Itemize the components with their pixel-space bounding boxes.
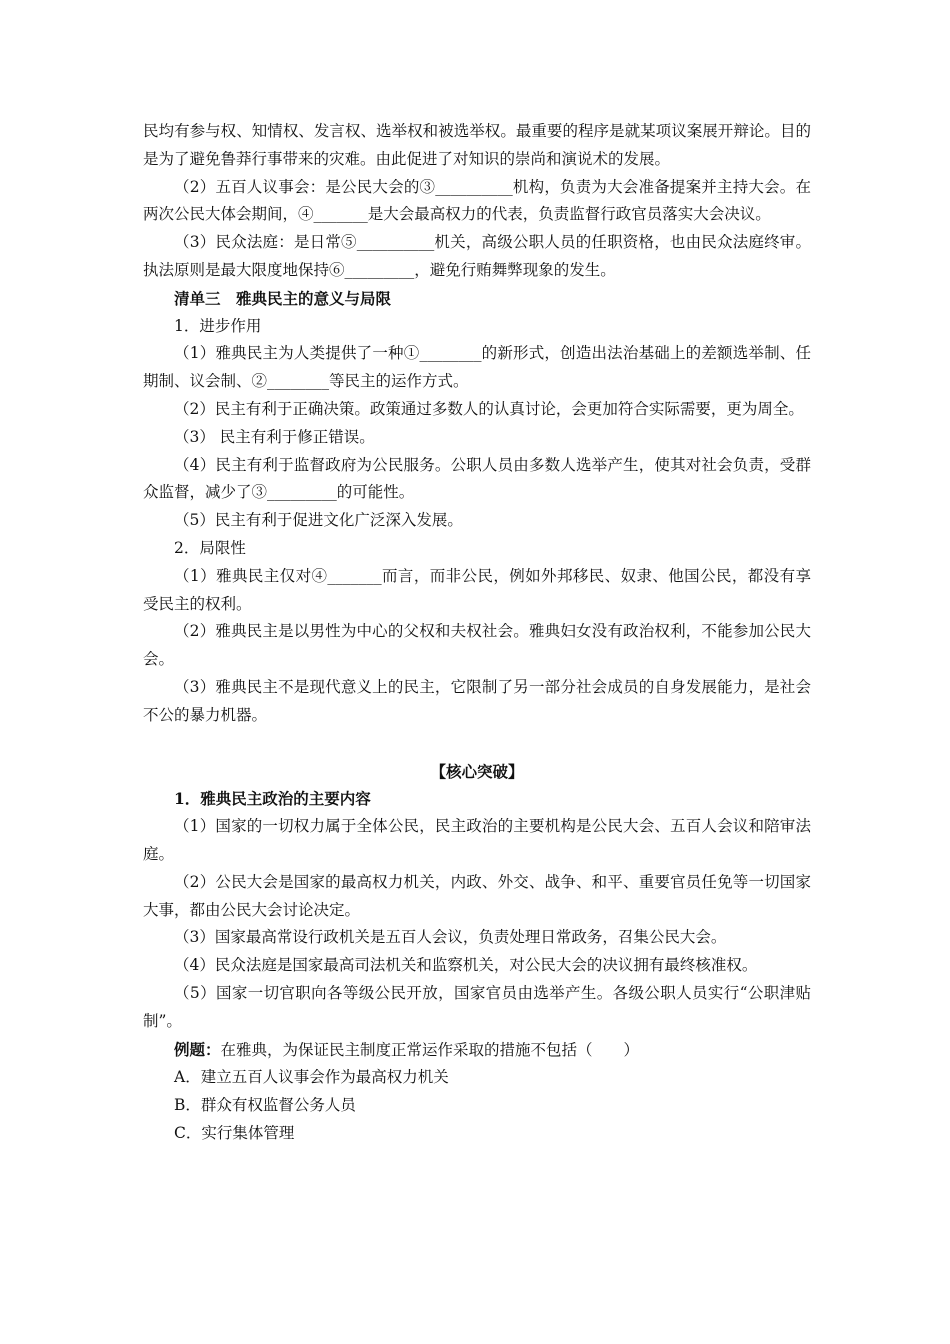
option-c: C．实行集体管理 xyxy=(174,1123,295,1142)
option-a: A．建立五百人议事会作为最高权力机关 xyxy=(174,1068,449,1087)
list-item: （4）民主有利于监督政府为公民服务。公职人员由多数人选举产生，使其对社会负责，受群众监督，减少了③_________的可能性。 xyxy=(143,455,811,502)
core-breakthrough-title: 【核心突破】 xyxy=(430,761,524,781)
list-item: （5）国家一切官职向各等级公民开放，国家官员由选举产生。各级公职人员实行“公职津贴制”。 xyxy=(143,983,811,1030)
paragraph-council-500: （2）五百人议事会：是公民大会的③__________机构，负责为大会准备提案并主持大会。在两次公民大体会期间，④_______是大会最高权力的代表，负责监督行政官员落实大会决议。 xyxy=(143,177,811,224)
list-item: （2）公民大会是国家的最高权力机关，内政、外交、战争、和平、重要官员任免等一切国家大事，都由公民大会讨论决定。 xyxy=(143,872,811,919)
example-question-text: 在雅典，为保证民主制度正常运作采取的措施不包括（ ） xyxy=(220,1040,640,1059)
list-item: （1）雅典民主为人类提供了一种①________的新形式，创造出法治基础上的差额选举制、任期制、议会制、②________等民主的运作方式。 xyxy=(143,344,811,391)
core-heading: 1．雅典民主政治的主要内容 xyxy=(174,789,371,809)
subheading-progress: 1．进步作用 xyxy=(174,316,262,335)
list-item: （4）民众法庭是国家最高司法机关和监察机关，对公民大会的决议拥有最终核准权。 xyxy=(174,956,758,975)
subheading-limitations: 2．局限性 xyxy=(174,538,246,557)
section-heading-list3: 清单三 雅典民主的意义与局限 xyxy=(174,288,392,308)
list-item: （1）雅典民主仅对④_______而言，而非公民，例如外邦移民、奴隶、他国公民，都没有享受民主的权利。 xyxy=(143,566,811,613)
list-item: （2）雅典民主是以男性为中心的父权和夫权社会。雅典妇女没有政治权利，不能参加公民大会。 xyxy=(143,622,811,669)
list-item: （3）国家最高常设行政机关是五百人会议，负责处理日常政务，召集公民大会。 xyxy=(174,928,727,947)
list-item: （1）国家的一切权力属于全体公民，民主政治的主要机构是公民大会、五百人会议和陪审法庭。 xyxy=(143,817,811,863)
paragraph-continued: 民均有参与权、知情权、发言权、选举权和被选举权。最重要的程序是就某项议案展开辩论。目的是为了避免鲁莽行事带来的灾难。由此促进了对知识的崇尚和演说术的发展。 xyxy=(143,122,811,168)
list-item: （5）民主有利于促进文化广泛深入发展。 xyxy=(174,511,463,530)
section-gap xyxy=(143,730,811,758)
list-item: （2）民主有利于正确决策。政策通过多数人的认真讨论，会更加符合实际需要，更为周全。 xyxy=(174,399,804,418)
option-b: B．群众有权监督公务人员 xyxy=(174,1096,356,1115)
paragraph-peoples-court: （3）民众法庭：是日常⑤__________机关，高级公职人员的任职资格，也由民众法庭终审。执法原则是最大限度地保持⑥_________，避免行贿舞弊现象的发生。 xyxy=(143,233,811,279)
document-body xyxy=(143,118,811,1148)
list-item: （3）雅典民主不是现代意义上的民主，它限制了另一部分社会成员的自身发展能力，是社会不公的暴力机器。 xyxy=(143,677,811,724)
example-label: 例题： xyxy=(174,1039,221,1059)
list-item: （3） 民主有利于修正错误。 xyxy=(174,427,375,446)
example-question xyxy=(143,1036,811,1065)
